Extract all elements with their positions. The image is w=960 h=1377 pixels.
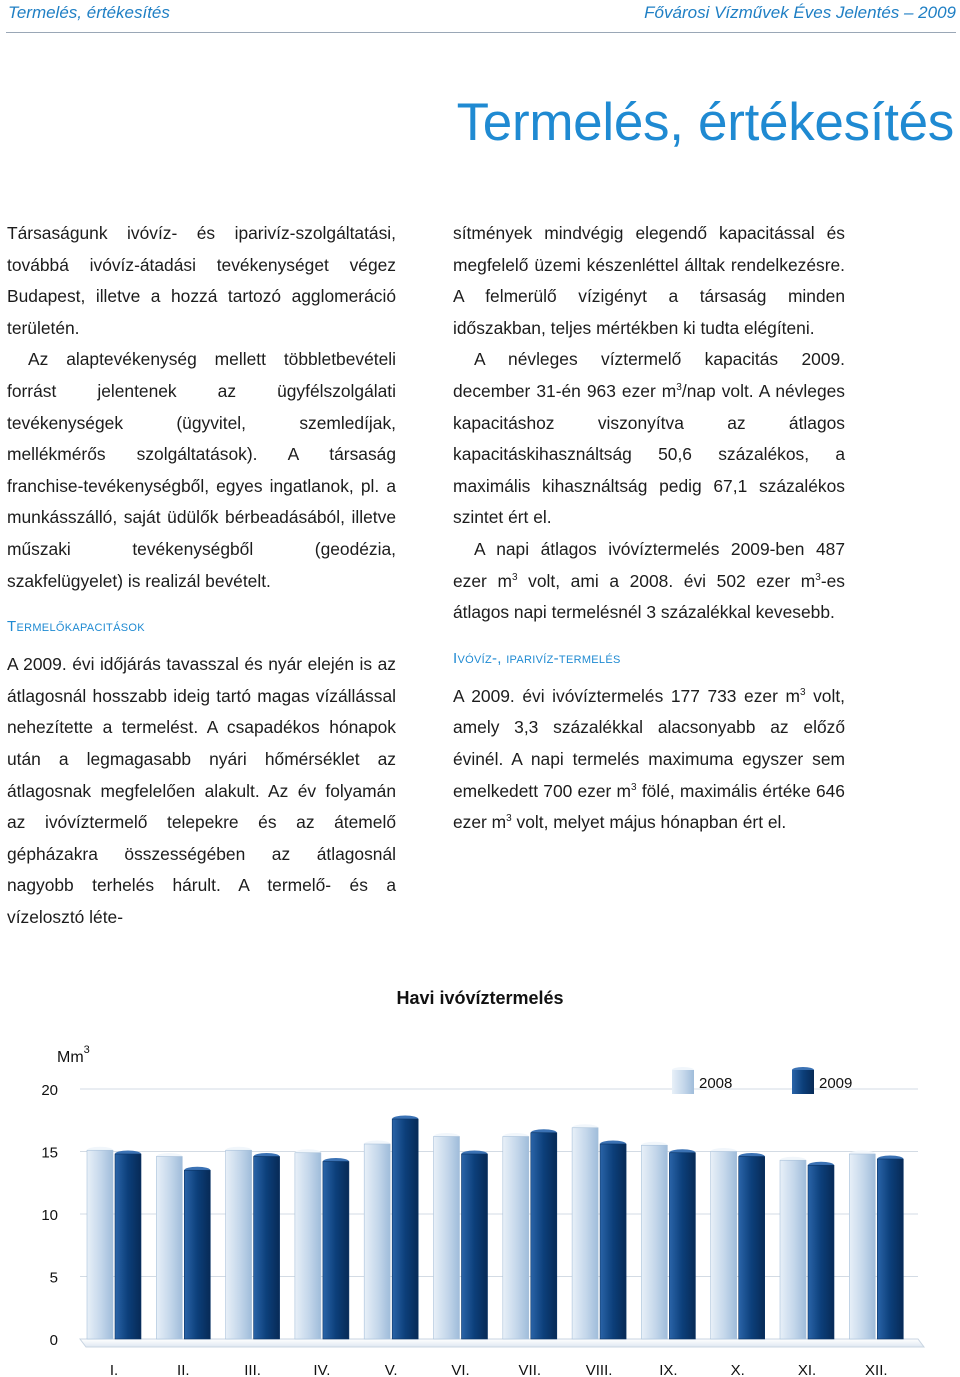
chart-bars — [87, 1116, 903, 1340]
bar-2009-IX. — [669, 1153, 695, 1339]
bar-2009-V. — [392, 1119, 418, 1339]
section-heading-capacities: Termelőkapacitások — [7, 618, 145, 636]
bar-2009-XI. — [808, 1165, 834, 1339]
bar-2009-III. — [254, 1157, 280, 1340]
y-tick-label: 20 — [41, 1082, 58, 1099]
running-header — [6, 0, 956, 33]
right-column — [453, 218, 845, 839]
bar-2009-I. — [115, 1154, 141, 1339]
x-tick-label: IX. — [659, 1362, 678, 1377]
bar-2008-I. — [87, 1150, 113, 1339]
legend-label-2009: 2009 — [819, 1075, 853, 1092]
y-tick-label: 5 — [49, 1269, 58, 1287]
x-tick-label: II. — [177, 1362, 190, 1377]
x-tick-label: VIII. — [585, 1362, 613, 1377]
monthly-production-chart — [0, 1030, 960, 1377]
bar-2009-II. — [184, 1170, 210, 1339]
legend-swatch-2009 — [792, 1070, 814, 1094]
bar-2008-VII. — [503, 1137, 529, 1340]
bar-2009-XII. — [877, 1159, 903, 1339]
bar-2008-II. — [156, 1157, 182, 1340]
legend-label-2008: 2008 — [699, 1075, 733, 1092]
x-tick-label: III. — [244, 1362, 261, 1377]
capacity-paragraph: sítmények mindvégig elegendő kapacitással és megfelelő üzemi készenléttel álltak rendelkezésre. A felmerülő vízigényt a társaság minden időszakban, teljes mértékben ki tudta elégíteni. — [453, 223, 845, 338]
bar-2008-III. — [226, 1150, 252, 1339]
x-tick-label: X. — [730, 1362, 745, 1377]
nominal-capacity-paragraph: A névleges víztermelő kapacitás 2009. december 31-én 963 ezer $m^3$/nap volt. A névleges kapacitáshoz viszonyítva az átlagos kapacitáskihasználtság 50,6 százalékos, a maximális kihasználtság pedig 67,1 százalékos szintet ért el. — [453, 349, 845, 528]
chart-title: Havi ivóvíztermelés — [396, 988, 564, 1008]
bar-2008-VIII. — [572, 1128, 598, 1339]
header-section-title: Termelés, értékesítés — [8, 3, 170, 22]
y-tick-label: 15 — [41, 1144, 58, 1162]
chart-floor — [80, 1339, 924, 1347]
x-tick-label: IV. — [313, 1362, 331, 1377]
bar-2009-VII. — [531, 1133, 557, 1339]
x-tick-label: XI. — [797, 1362, 817, 1377]
x-tick-label: XII. — [865, 1362, 888, 1377]
x-tick-label: VII. — [518, 1362, 542, 1377]
revenue-paragraph: Az alaptevékenység mellett többletbevételi forrást jelentenek az ügyfélszolgálati tevékenységek (ügyvitel, szemledíjak, mellékmérős szolgáltatások). A társaság franchise-tevékenységből, egyes ingatlanok, pl. a munkásszálló, saját üdülők bérbeadásából, illetve műszaki tevékenységből (geodézia, szakfelügyelet) is realizál bevételt. — [7, 349, 396, 591]
x-tick-label: VI. — [451, 1362, 470, 1377]
bar-2008-IV. — [295, 1153, 321, 1339]
bar-2008-X. — [711, 1152, 737, 1340]
bar-2008-XII. — [849, 1154, 875, 1339]
bar-2009-VI. — [462, 1154, 488, 1339]
section-heading-production: Ivóvíz-, iparivíz-termelés — [453, 649, 621, 667]
daily-average-paragraph: A napi átlagos ivóvíztermelés 2009-ben 487 ezer $m^3$ volt, ami a 2008. évi 502 ezer $m^3-es$ átlagos napi termelésnél 3 százalékkal kevesebb. — [453, 538, 845, 623]
bar-2008-V. — [364, 1144, 390, 1339]
bar-2008-VI. — [434, 1137, 460, 1340]
header-report-title: Fővárosi Vízművek Éves Jelentés – 2009 — [644, 3, 956, 22]
weather-paragraph: A 2009. évi időjárás tavasszal és nyár elején is az átlagosnál hosszabb ideig tartó magas vízállással nehezítette a termelést. A csapadékos hónapok után a legmagasabb nyári hőmérséklet az átlagosnak megfelelően alakult. Az év folyamán az ivóvíztermelő telepekre és az átemelő gépházakra összességében az átlagosnál nagyobb terhelés hárult. A termelő- és a vízelosztó léte- — [7, 654, 396, 927]
production-paragraph: A 2009. évi ivóvíztermelés 177 733 ezer $m^3$ volt, amely 3,3 százalékkal alacsonyabb az előző évinél. A napi termelés maximuma egyszer sem emelkedett 700 ezer $m^3$ fölé, maximális értéke 646 ezer $m^3$ volt, melyet május hónapban ért el. — [453, 685, 845, 833]
page-title: Termelés, értékesítés — [456, 93, 954, 152]
bar-2008-XI. — [780, 1160, 806, 1339]
bar-2009-VIII. — [600, 1144, 626, 1339]
left-column — [7, 218, 396, 933]
x-tick-label: I. — [109, 1362, 119, 1377]
bar-2009-IV. — [323, 1162, 349, 1340]
bar-2009-X. — [739, 1157, 765, 1340]
bar-2008-IX. — [641, 1145, 667, 1339]
x-tick-label: V. — [384, 1362, 398, 1377]
legend-swatch-2008 — [672, 1070, 694, 1094]
y-tick-label: 10 — [41, 1207, 58, 1224]
y-tick-label: 0 — [49, 1332, 58, 1349]
chart-legend — [672, 1067, 852, 1094]
intro-paragraph: Társaságunk ivóvíz- és iparivíz-szolgáltatási, továbbá ivóvíz-átadási tevékenységet végez Budapest, illetve a hozzá tartozó agglomeráció területén. — [7, 223, 396, 338]
y-axis-unit: Mm$^3$ — [57, 1044, 90, 1066]
